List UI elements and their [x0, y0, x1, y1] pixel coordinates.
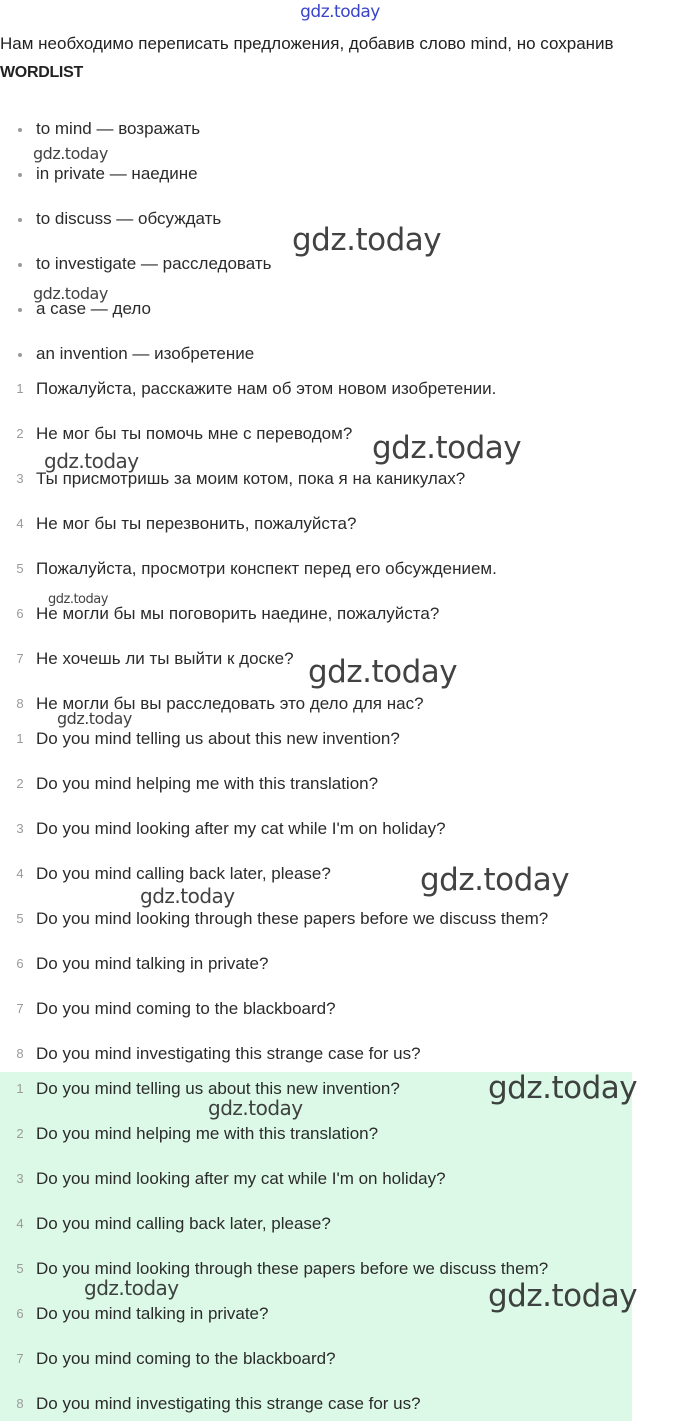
item-text: Do you mind calling back later, please? — [36, 1214, 331, 1233]
item-text: Do you mind talking in private? — [36, 954, 269, 973]
item-text: Do you mind telling us about this new invention? — [36, 729, 400, 748]
item-text: Do you mind investigating this strange case for us? — [36, 1394, 421, 1413]
watermark: gdz.today — [488, 1278, 638, 1314]
watermark: gdz.today — [372, 430, 522, 466]
item-text: Do you mind helping me with this translation? — [36, 774, 379, 793]
watermark: gdz.today — [488, 1070, 638, 1106]
watermark: gdz.today — [84, 1276, 179, 1300]
item-text: Не мог бы ты перезвонить, пожалуйста? — [36, 514, 357, 533]
watermark: gdz.today — [48, 592, 108, 607]
item-number: 7 — [16, 651, 24, 666]
watermark: gdz.today — [420, 862, 570, 898]
item-text: Do you mind telling us about this new invention? — [36, 1079, 400, 1098]
item-text: Пожалуйста, расскажите нам об этом новом изобретении. — [36, 379, 497, 398]
item-number: 2 — [16, 776, 24, 791]
bullet-icon — [18, 173, 22, 177]
item-text: Do you mind investigating this strange case for us? — [36, 1044, 421, 1063]
bullet-icon — [18, 353, 22, 357]
item-number: 7 — [16, 1001, 24, 1016]
watermark: gdz.today — [140, 884, 235, 908]
bullet-icon — [18, 308, 22, 312]
item-number: 8 — [16, 1396, 24, 1411]
item-text: Ты присмотришь за моим котом, пока я на каникулах? — [36, 469, 466, 488]
item-text: Do you mind talking in private? — [36, 1304, 269, 1323]
wordlist-item-text: in private — наедине — [36, 164, 198, 183]
item-number: 4 — [16, 1216, 24, 1231]
item-text: Не хочешь ли ты выйти к доске? — [36, 649, 294, 668]
item-number: 8 — [16, 696, 24, 711]
item-text: Не мог бы ты помочь мне с переводом? — [36, 424, 353, 443]
item-number: 1 — [16, 731, 24, 746]
item-number: 2 — [16, 426, 24, 441]
item-number: 7 — [16, 1351, 24, 1366]
item-number: 3 — [16, 1171, 24, 1186]
wordlist-item-text: to mind — возражать — [36, 119, 201, 138]
item-text: Do you mind looking through these papers before we discuss them? — [36, 909, 549, 928]
item-number: 2 — [16, 1126, 24, 1141]
item-number: 1 — [16, 1081, 24, 1096]
item-text: Do you mind coming to the blackboard? — [36, 999, 336, 1018]
wordlist-item-text: to discuss — обсуждать — [36, 209, 222, 228]
item-number: 6 — [16, 606, 24, 621]
top-brand-logo: gdz.today — [300, 2, 380, 22]
item-number: 5 — [16, 1261, 24, 1276]
item-text: Do you mind looking after my cat while I'm on holiday? — [36, 1169, 446, 1188]
wordlist-item-text: to investigate — расследовать — [36, 254, 272, 273]
watermark: gdz.today — [44, 449, 139, 473]
item-text: Do you mind calling back later, please? — [36, 864, 331, 883]
item-text: Не могли бы мы поговорить наедине, пожалуйста? — [36, 604, 440, 623]
bullet-icon — [18, 128, 22, 132]
watermark: gdz.today — [33, 144, 108, 163]
item-number: 1 — [16, 381, 24, 396]
item-text: Do you mind helping me with this translation? — [36, 1124, 379, 1143]
item-number: 8 — [16, 1046, 24, 1061]
item-number: 6 — [16, 1306, 24, 1321]
item-text: Do you mind looking after my cat while I'm on holiday? — [36, 819, 446, 838]
watermark: gdz.today — [308, 654, 458, 690]
wordlist-item-text: an invention — изобретение — [36, 344, 255, 363]
item-text: Не могли бы вы расследовать это дело для нас? — [36, 694, 424, 713]
item-number: 6 — [16, 956, 24, 971]
watermark: gdz.today — [292, 222, 442, 258]
item-number: 5 — [16, 561, 24, 576]
watermark: gdz.today — [33, 284, 108, 303]
item-number: 3 — [16, 821, 24, 836]
item-text: Do you mind coming to the blackboard? — [36, 1349, 336, 1368]
intro-text: Нам необходимо переписать предложения, добавив слово mind, но сохранив — [0, 34, 614, 53]
watermark: gdz.today — [57, 709, 132, 728]
watermark: gdz.today — [208, 1096, 303, 1120]
item-number: 3 — [16, 471, 24, 486]
wordlist-item-text: a case — дело — [36, 299, 151, 318]
item-number: 4 — [16, 866, 24, 881]
item-text: Пожалуйста, просмотри конспект перед его обсуждением. — [36, 559, 497, 578]
item-number: 5 — [16, 911, 24, 926]
bullet-icon — [18, 218, 22, 222]
wordlist-heading: WORDLIST — [0, 64, 83, 81]
bullet-icon — [18, 263, 22, 267]
item-text: Do you mind looking through these papers before we discuss them? — [36, 1259, 549, 1278]
item-number: 4 — [16, 516, 24, 531]
